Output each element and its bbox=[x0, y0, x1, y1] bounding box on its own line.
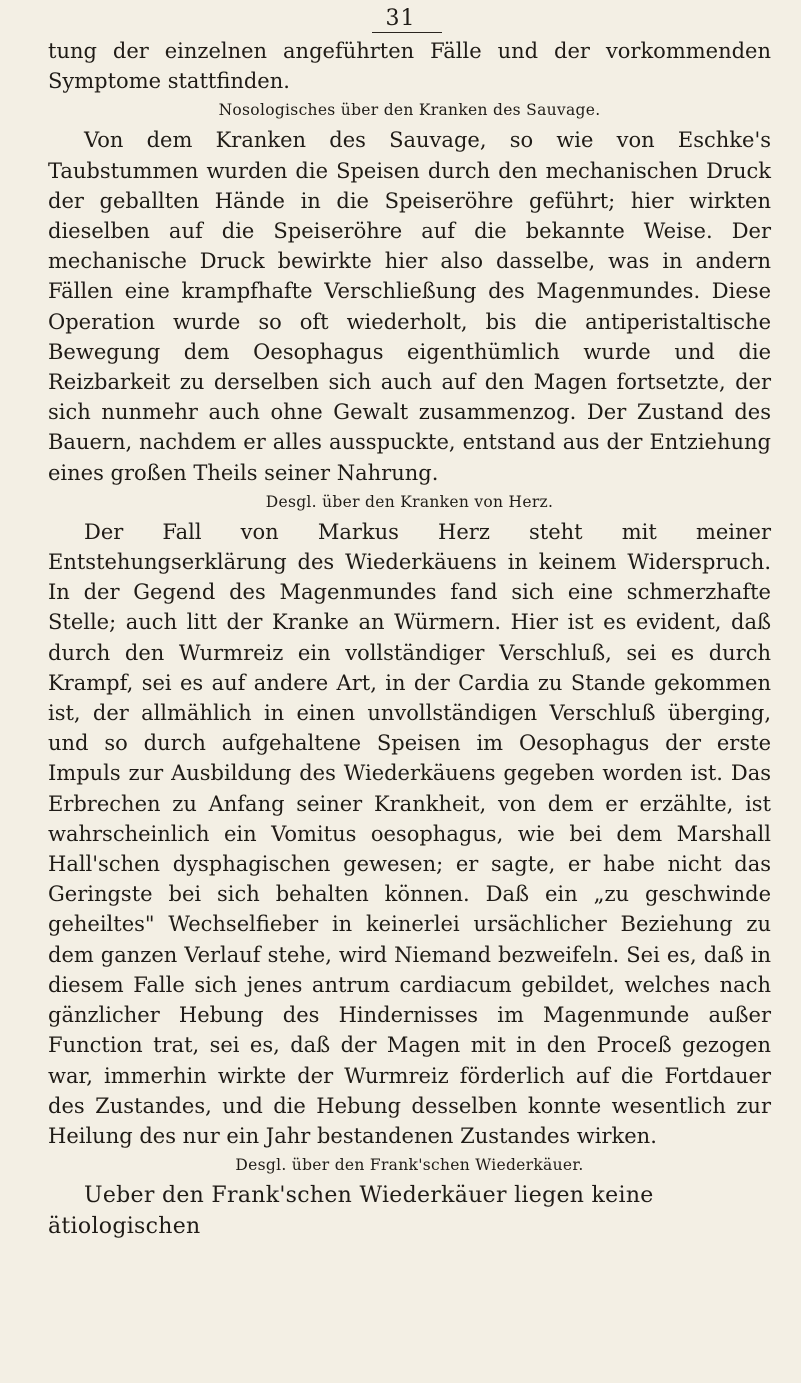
section-heading-frank: Desgl. über den Frank'schen Wiederkäuer. bbox=[235, 1156, 584, 1175]
paragraph-continuation: tung der einzelnen angeführten Fälle und der vorkommenden Symptome stattfinden. bbox=[48, 39, 771, 94]
paragraph-frank-start: Ueber den Frank'schen Wiederkäuer liegen keine ätiologischen bbox=[48, 1183, 654, 1240]
paragraph-herz: Der Fall von Markus Herz steht mit meiner Entstehungserklärung des Wiederkäuens in keinem Widerspruch. In der Gegend des Magenmundes fand sich eine schmerzhafte Stelle; auch litt der Kranke an Würmern. Hier ist es evident, daß durch den Wurmreiz ein vollständiger Verschluß, sei es durch Krampf, sei es auf andere Art, in der Cardia zu Stande gekommen ist, der allmählich in einen unvollständigen Verschluß überging, und so durch aufgehaltene Speisen im Oesophagus der erste Impuls zur Ausbildung des Wiederkäuens gegeben worden ist. Das Erbrechen zu Anfang seiner Krankheit, von dem er erzählte, ist wahrscheinlich ein Vomitus oesophagus, wie bei dem Marshall Hall'schen dysphagischen gewesen; er sagte, er habe nicht das Geringste bei sich behalten können. Daß ein „zu geschwinde geheiltes" Wechselfieber in keinerlei ursächlicher Beziehung zu dem ganzen Verlauf stehe, wird Niemand bezweifeln. Sei es, daß in diesem Falle sich jenes antrum cardiacum gebildet, welches nach gänzlicher Hebung des Hindernisses im Magenmunde außer Function trat, sei es, daß der Magen mit in den Proceß gezogen war, immerhin wirkte der Wurmreiz förderlich auf die Fortdauer des Zustandes, und die Hebung desselben konnte wesentlich zur Heilung des nur ein Jahr bestandenen Zustandes wirken. bbox=[48, 519, 771, 1148]
section-heading-herz: Desgl. über den Kranken von Herz. bbox=[265, 492, 554, 511]
header-rule bbox=[372, 32, 442, 33]
paragraph-sauvage: Von dem Kranken des Sauvage, so wie von Eschke's Taubstummen wurden die Speisen durch den mechanischen Druck der geballten Hände in die Speiseröhre geführt; hier wirkten dieselben auf die Speiseröhre auf die bekannte Weise. Der mechanische Druck bewirkte hier also dasselbe, was in andern Fällen eine krampfhafte Verschließung des Magenmundes. Diese Operation wurde so oft wiederholt, bis die antiperistaltische Bewegung dem Oesophagus eigenthümlich wurde und die Reizbarkeit zu derselben sich auch auf den Magen fortsetzte, der sich nunmehr auch ohne Gewalt zusammenzog. Der Zustand des Bauern, nachdem er alles ausspuckte, entstand aus der Entziehung eines großen Theils seiner Nahrung. bbox=[48, 128, 771, 485]
page-number: 31 bbox=[385, 6, 416, 31]
section-heading-sauvage: Nosologisches über den Kranken des Sauvage. bbox=[218, 101, 601, 120]
text-body bbox=[48, 36, 771, 1242]
